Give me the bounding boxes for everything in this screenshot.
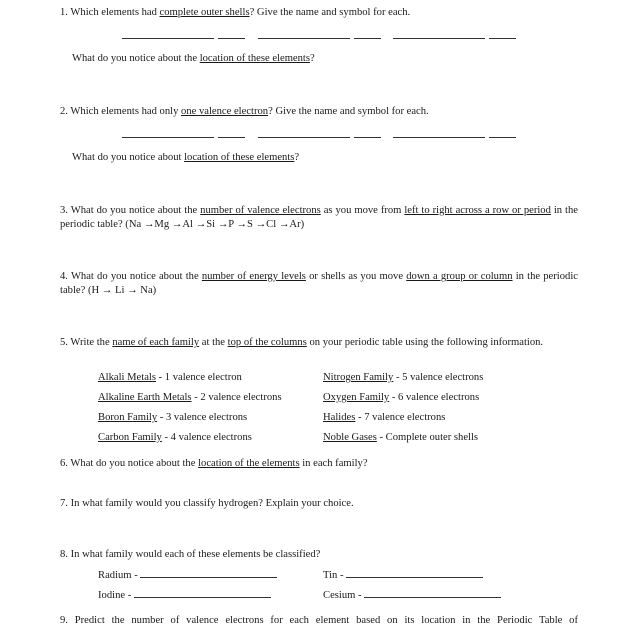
family-name: Boron Family: [98, 412, 158, 423]
question-4-text: 4. What do you notice about the: [60, 271, 202, 282]
question-4: [60, 270, 578, 298]
family-desc: - 3 valence electrons: [157, 412, 248, 423]
family-noble-gases: [323, 432, 478, 443]
iodine-answer-blank[interactable]: [134, 597, 271, 598]
question-3-key-phrase-2: left to right across a row or period: [404, 205, 551, 216]
family-desc: - 5 valence electrons: [393, 372, 484, 383]
question-3-text-mid: as you move from: [320, 205, 405, 216]
question-7-text: 7. In what family would you classify hydrogen? Explain your choice.: [60, 498, 354, 509]
q1-answer-blank-2b[interactable]: [354, 38, 381, 39]
iodine-label: Iodine -: [98, 590, 134, 601]
radium-answer-blank[interactable]: [140, 577, 277, 578]
cesium-label: Cesium -: [323, 590, 365, 601]
family-alkaline-earth-metals: [98, 392, 282, 403]
family-name: Oxygen Family: [323, 392, 390, 403]
q2-answer-blank-2b[interactable]: [354, 137, 381, 138]
family-name: Alkali Metals: [98, 372, 156, 383]
q1-answer-blank-3b[interactable]: [489, 38, 516, 39]
family-desc: - Complete outer shells: [376, 432, 479, 443]
question-4-text-end: in the periodic table? (H → Li → Na): [60, 271, 578, 296]
q2-answer-blank-3b[interactable]: [489, 137, 516, 138]
question-1-followup: [72, 53, 315, 64]
question-5-key-phrase-2: top of the columns: [227, 337, 307, 348]
question-2: [60, 106, 429, 117]
question-1-text: 1. Which elements had: [60, 7, 160, 18]
cesium-answer-blank[interactable]: [364, 597, 501, 598]
family-name: Alkaline Earth Metals: [98, 392, 192, 403]
question-1-followup-key-phrase: location of these elements: [199, 53, 311, 64]
question-3-text: 3. What do you notice about the: [60, 205, 201, 216]
question-2-text-end: ? Give the name and symbol for each.: [268, 106, 429, 117]
question-2-followup-text: What do you notice about: [72, 152, 185, 163]
family-nitrogen: [323, 372, 483, 383]
q1-answer-blank-3a[interactable]: [393, 38, 485, 39]
question-1: [60, 7, 410, 18]
question-3-text-end: in the periodic table? (Na →Mg →Al →Si →P →S →Cl →Ar): [60, 205, 578, 230]
family-desc: - 4 valence electrons: [161, 432, 252, 443]
question-5: [60, 336, 578, 350]
question-8: [60, 549, 320, 560]
q2-answer-blank-1b[interactable]: [218, 137, 245, 138]
tin-label: Tin -: [323, 570, 347, 581]
question-2-text: 2. Which elements had only: [60, 106, 182, 117]
question-4-text-mid: or shells as you move: [305, 271, 407, 282]
family-boron: [98, 412, 247, 423]
question-2-key-phrase: one valence electron: [181, 106, 269, 117]
question-1-text-end: ? Give the name and symbol for each.: [249, 7, 411, 18]
question-3: [60, 204, 578, 232]
q1-answer-blank-2a[interactable]: [258, 38, 350, 39]
radium-row: [98, 570, 277, 581]
question-5-key-phrase-1: name of each family: [112, 337, 200, 348]
q2-answer-blank-2a[interactable]: [258, 137, 350, 138]
question-5-text-mid: at the: [199, 337, 228, 348]
tin-answer-blank[interactable]: [346, 577, 483, 578]
radium-label: Radium -: [98, 570, 141, 581]
iodine-row: [98, 590, 271, 601]
family-desc: - 7 valence electrons: [355, 412, 446, 423]
question-3-key-phrase-1: number of valence electrons: [200, 205, 321, 216]
question-7: [60, 498, 354, 509]
family-desc: - 2 valence electrons: [191, 392, 282, 403]
question-8-text: 8. In what family would each of these elements be classified?: [60, 549, 321, 560]
question-4-key-phrase-1: number of energy levels: [201, 271, 306, 282]
family-carbon: [98, 432, 252, 443]
question-1-key-phrase: complete outer shells: [159, 7, 250, 18]
question-6-text: 6. What do you notice about the: [60, 458, 199, 469]
question-6-text-end: in each family?: [299, 458, 368, 469]
question-4-key-phrase-2: down a group or column: [406, 271, 513, 282]
q1-answer-blank-1b[interactable]: [218, 38, 245, 39]
family-name: Noble Gases: [323, 432, 377, 443]
family-name: Nitrogen Family: [323, 372, 394, 383]
family-name: Halides: [323, 412, 356, 423]
question-9: [60, 615, 578, 626]
cesium-row: [323, 590, 501, 601]
q2-answer-blank-1a[interactable]: [122, 137, 214, 138]
q2-answer-blank-3a[interactable]: [393, 137, 485, 138]
tin-row: [323, 570, 483, 581]
question-6-key-phrase: location of the elements: [198, 458, 300, 469]
question-5-text: 5. Write the: [60, 337, 113, 348]
family-desc: - 1 valence electron: [155, 372, 242, 383]
question-5-text-end: on your periodic table using the following information.: [306, 337, 544, 348]
family-desc: - 6 valence electrons: [389, 392, 480, 403]
question-1-followup-end: ?: [310, 53, 315, 64]
question-6: [60, 458, 368, 469]
family-name: Carbon Family: [98, 432, 162, 443]
family-halides: [323, 412, 445, 423]
question-2-followup-key-phrase: location of these elements: [184, 152, 295, 163]
question-1-followup-text: What do you notice about the: [72, 53, 200, 64]
question-2-followup-end: ?: [294, 152, 300, 163]
question-9-text: 9. Predict the number of valence electrons for each element based on its location in the Periodic Table of: [60, 615, 578, 626]
question-2-followup: [72, 152, 299, 163]
q1-answer-blank-1a[interactable]: [122, 38, 214, 39]
family-alkali-metals: [98, 372, 242, 383]
family-oxygen: [323, 392, 479, 403]
